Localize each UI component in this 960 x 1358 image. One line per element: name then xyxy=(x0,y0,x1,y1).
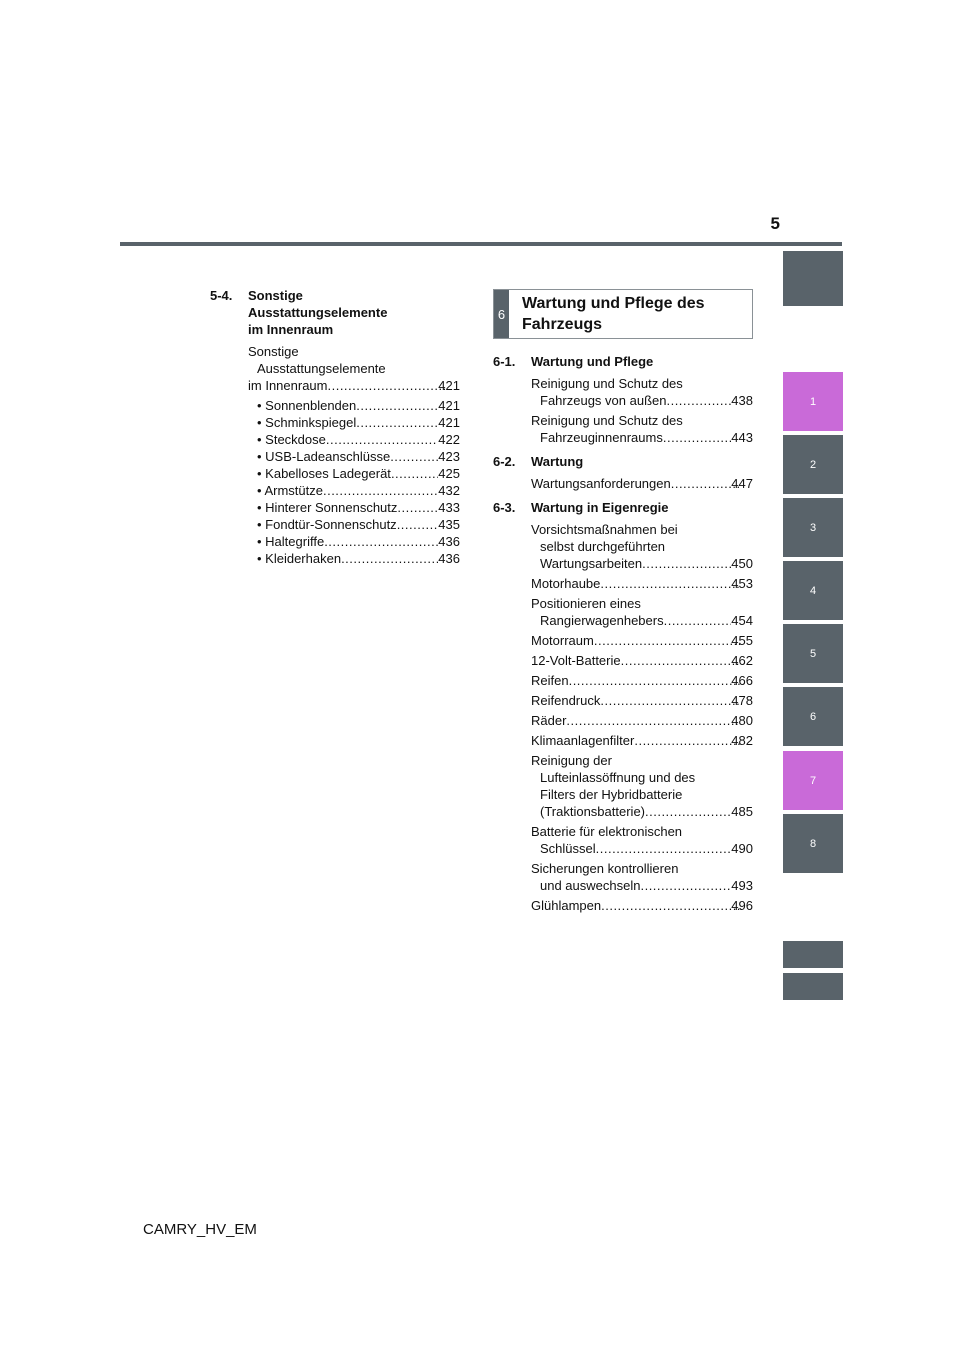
toc-sub-entry[interactable] xyxy=(257,533,460,550)
toc-sub-entry-text: • Haltegriffe xyxy=(257,534,325,549)
toc-page-number: 436 xyxy=(438,551,460,566)
toc-entry-label: Reinigung der Lufteinlassöffnung und des Filters der Hybridbatterie xyxy=(531,753,696,802)
toc-entry-line xyxy=(540,555,753,572)
toc-sub-entry[interactable] xyxy=(257,550,460,567)
section-title: Wartung und Pflege xyxy=(531,354,654,369)
toc-entry-line xyxy=(540,877,753,894)
chapter-tab-7[interactable]: 7 xyxy=(783,751,843,810)
toc-entry-line xyxy=(531,652,753,669)
dot-leader xyxy=(569,672,741,689)
toc-page-number: 432 xyxy=(438,483,460,498)
chapter-tab-8[interactable]: 8 xyxy=(783,814,843,873)
toc-sub-entry-text: • USB-Ladeanschlüsse xyxy=(257,449,391,464)
toc-page-number: 480 xyxy=(731,713,753,728)
toc-entry-text: Motorhaube xyxy=(531,576,601,591)
toc-page-number: 493 xyxy=(731,878,753,893)
dot-leader xyxy=(594,632,740,649)
section-title: Wartung xyxy=(531,454,584,469)
toc-entry-line xyxy=(540,612,753,629)
chapter-tab-4[interactable]: 4 xyxy=(783,561,843,620)
toc-sub-entry[interactable] xyxy=(257,465,460,482)
toc-entry-text: Schlüssel xyxy=(540,841,596,856)
toc-page-number: 421 xyxy=(438,398,460,413)
dot-leader xyxy=(645,803,731,820)
toc-right-column xyxy=(493,289,753,921)
dot-leader xyxy=(671,475,741,492)
section-number: 5-4. xyxy=(210,288,233,303)
toc-entry-text: Rangierwagenhebers xyxy=(540,613,664,628)
toc-left-column xyxy=(210,287,460,567)
toc-sub-entry-text: • Fondtür-Sonnenschutz xyxy=(257,517,397,532)
toc-entry-text: Fahrzeuginnenraums xyxy=(540,430,663,445)
toc-sub-entry[interactable] xyxy=(257,431,460,448)
chapter-header-box[interactable] xyxy=(493,289,753,339)
toc-entry[interactable] xyxy=(531,752,753,820)
toc-entry[interactable] xyxy=(531,897,753,914)
toc-entry[interactable] xyxy=(531,521,753,572)
section-number: 6-1. xyxy=(493,354,516,369)
section-number: 6-2. xyxy=(493,454,516,469)
toc-entry[interactable] xyxy=(531,412,753,446)
toc-sub-entry-text: • Steckdose xyxy=(257,432,326,447)
toc-sub-entry-text: • Armstütze xyxy=(257,483,323,498)
chapter-tab-blank[interactable] xyxy=(783,973,843,1000)
chapter-tab-blank[interactable] xyxy=(783,251,843,306)
dot-leader xyxy=(621,652,741,669)
toc-page-number: 447 xyxy=(731,476,753,491)
dot-leader xyxy=(323,482,438,499)
toc-section xyxy=(493,353,753,446)
chapter-number: 6 xyxy=(494,290,509,338)
toc-entry[interactable] xyxy=(531,823,753,857)
dot-leader xyxy=(397,499,438,516)
toc-page-number: 423 xyxy=(438,449,460,464)
toc-page-number: 450 xyxy=(731,556,753,571)
toc-sub-entry[interactable] xyxy=(257,482,460,499)
dot-leader xyxy=(600,575,740,592)
toc-entry-text: und auswechseln xyxy=(540,878,641,893)
chapter-tab-6[interactable]: 6 xyxy=(783,687,843,746)
dot-leader xyxy=(327,377,447,394)
toc-entry-text: Reifendruck xyxy=(531,693,601,708)
toc-sub-entry[interactable] xyxy=(257,397,460,414)
section-heading xyxy=(493,499,753,516)
toc-entry[interactable] xyxy=(531,692,753,709)
document-code: CAMRY_HV_EM xyxy=(143,1221,257,1238)
toc-sub-entry-text: • Schminkspiegel xyxy=(257,415,357,430)
dot-leader xyxy=(326,431,438,448)
dot-leader xyxy=(596,840,732,857)
dot-leader xyxy=(666,392,731,409)
dot-leader xyxy=(341,550,438,567)
header-rule xyxy=(120,242,842,246)
dot-leader xyxy=(390,448,438,465)
toc-sub-entry-text: • Kleiderhaken xyxy=(257,551,342,566)
toc-entry[interactable] xyxy=(531,652,753,669)
toc-entry-label: Reinigung und Schutz des xyxy=(531,376,683,391)
toc-entry-line xyxy=(540,803,753,820)
toc-entry[interactable] xyxy=(531,672,753,689)
chapter-tab-5[interactable]: 5 xyxy=(783,624,843,683)
dot-leader xyxy=(634,732,740,749)
toc-sub-entry-text: • Sonnenblenden xyxy=(257,398,357,413)
chapter-tab-2[interactable]: 2 xyxy=(783,435,843,494)
dot-leader xyxy=(324,533,438,550)
dot-leader xyxy=(397,516,439,533)
toc-entry[interactable] xyxy=(531,575,753,592)
toc-sub-entry[interactable] xyxy=(257,516,460,533)
toc-entry-text: 12-Volt-Batterie xyxy=(531,653,621,668)
toc-entry-line xyxy=(531,732,753,749)
toc-entry-line xyxy=(531,475,753,492)
page-number: 5 xyxy=(770,214,780,233)
toc-page-number: 482 xyxy=(731,733,753,748)
toc-sub-entry-text: • Kabelloses Ladegerät xyxy=(257,466,391,481)
toc-entry-line xyxy=(531,575,753,592)
toc-page-number: 454 xyxy=(731,613,753,628)
toc-entry-text: Wartungsanforderungen xyxy=(531,476,671,491)
toc-entry-line xyxy=(531,712,753,729)
toc-page-number: 453 xyxy=(731,576,753,591)
toc-entry-text: (Traktionsbatterie) xyxy=(540,804,645,819)
toc-page-number: 443 xyxy=(731,430,753,445)
section-heading xyxy=(493,453,753,470)
toc-entry-line xyxy=(540,429,753,446)
toc-page-number: 455 xyxy=(731,633,753,648)
toc-page-number: 438 xyxy=(731,393,753,408)
dot-leader xyxy=(601,897,740,914)
toc-entry-text: Glühlampen xyxy=(531,898,602,913)
toc-page-number: 425 xyxy=(438,466,460,481)
toc-entry-label: Positionieren eines xyxy=(531,596,641,611)
toc-page-number: 496 xyxy=(731,898,753,913)
toc-sections xyxy=(493,353,753,914)
chapter-tab-1[interactable]: 1 xyxy=(783,372,843,431)
toc-entry-line xyxy=(531,692,753,709)
toc-entry-label: Vorsichtsmaßnahmen bei selbst durchgeführten xyxy=(531,522,678,554)
section-heading xyxy=(493,353,753,370)
toc-page-number: 466 xyxy=(731,673,753,688)
chapter-title: Wartung und Pflege des Fahrzeugs xyxy=(522,295,705,333)
dot-leader xyxy=(664,612,732,629)
toc-entry-label: Sonstige Ausstattungselemente xyxy=(248,344,386,376)
toc-sub-entry[interactable] xyxy=(257,499,460,516)
dot-leader xyxy=(566,712,740,729)
chapter-tab-3[interactable]: 3 xyxy=(783,498,843,557)
section-heading xyxy=(210,287,460,338)
toc-entry-line xyxy=(531,897,753,914)
toc-entry-line xyxy=(540,392,753,409)
toc-entry-line xyxy=(531,672,753,689)
toc-entry[interactable] xyxy=(531,860,753,894)
dot-leader xyxy=(391,465,438,482)
section-title: Sonstige Ausstattungselemente im Innenraum xyxy=(248,288,388,337)
toc-page-number: 433 xyxy=(438,500,460,515)
toc-sub-entry-text: • Hinterer Sonnenschutz xyxy=(257,500,398,515)
toc-page-number: 421 xyxy=(438,415,460,430)
toc-entry[interactable] xyxy=(531,475,753,492)
toc-entry[interactable] xyxy=(531,732,753,749)
section-number: 6-3. xyxy=(493,500,516,515)
toc-page-number: 490 xyxy=(731,841,753,856)
toc-sub-entries xyxy=(210,397,460,567)
toc-entry-label: Sicherungen kontrollieren xyxy=(531,861,679,876)
dot-leader xyxy=(642,555,731,572)
toc-page-number: 435 xyxy=(438,517,460,532)
toc-entry-label: Batterie für elektronischen xyxy=(531,824,683,839)
toc-sub-entry[interactable] xyxy=(257,448,460,465)
toc-entry[interactable] xyxy=(531,595,753,629)
toc-page-number: 436 xyxy=(438,534,460,549)
dot-leader xyxy=(663,429,731,446)
section-title: Wartung in Eigenregie xyxy=(531,500,669,515)
toc-entry[interactable] xyxy=(248,343,460,394)
toc-page-number: 485 xyxy=(731,804,753,819)
toc-entry[interactable] xyxy=(531,712,753,729)
toc-section xyxy=(493,499,753,914)
toc-entry-text: im Innenraum xyxy=(248,378,328,393)
toc-entry-line xyxy=(540,840,753,857)
toc-entry-label: Reinigung und Schutz des xyxy=(531,413,683,428)
toc-entry-text: Motorraum xyxy=(531,633,594,648)
chapter-tab-blank[interactable] xyxy=(783,941,843,968)
dot-leader xyxy=(356,397,438,414)
toc-page-number: 478 xyxy=(731,693,753,708)
toc-entry-text: Klimaanlagenfilter xyxy=(531,733,635,748)
toc-page-number: 422 xyxy=(438,432,460,447)
dot-leader xyxy=(640,877,731,894)
toc-entry[interactable] xyxy=(531,375,753,409)
toc-entry-text: Wartungsarbeiten xyxy=(540,556,643,571)
toc-entry-text: Reifen xyxy=(531,673,569,688)
toc-entry-text: Fahrzeugs von außen xyxy=(540,393,667,408)
dot-leader xyxy=(356,414,438,431)
toc-entry[interactable] xyxy=(531,632,753,649)
toc-page-number: 462 xyxy=(731,653,753,668)
toc-sub-entry[interactable] xyxy=(257,414,460,431)
dot-leader xyxy=(600,692,740,709)
toc-section xyxy=(493,453,753,492)
toc-entry-line xyxy=(531,632,753,649)
toc-page-number: 421 xyxy=(438,378,460,393)
toc-entry-text: Räder xyxy=(531,713,567,728)
